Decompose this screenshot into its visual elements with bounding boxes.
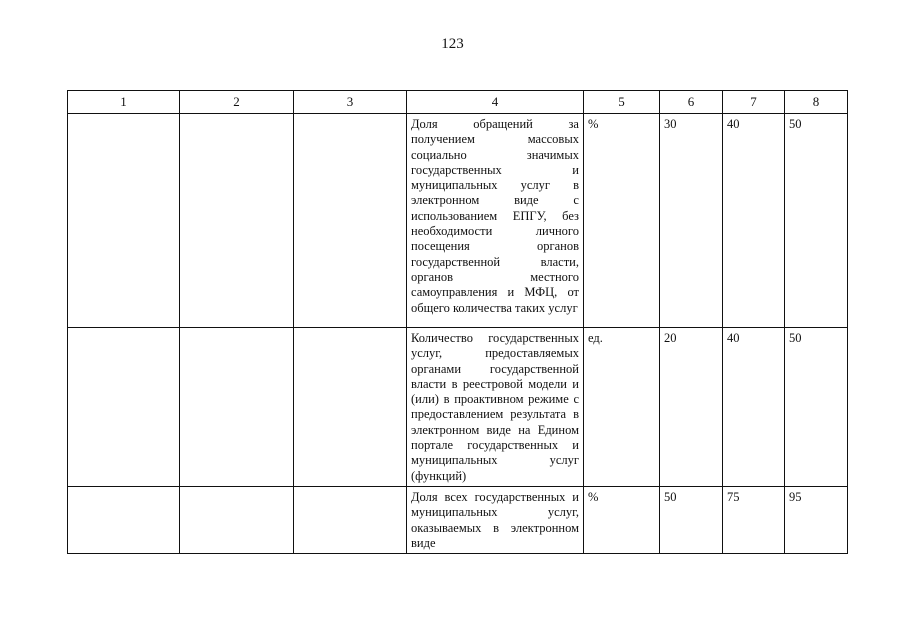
value-cell-7 xyxy=(723,487,785,554)
column-header-8: 8 xyxy=(785,91,848,114)
unit-cell xyxy=(584,328,660,487)
value-cell-6 xyxy=(660,487,723,554)
value-cell-8 xyxy=(785,328,848,487)
table-row xyxy=(68,487,848,554)
value-cell-7 xyxy=(723,114,785,328)
value-cell-8 xyxy=(785,487,848,554)
indicator-text: Количество государственных услуг, предоставляемых органами государственной власти в реестровой модели и (или) в проактивном режиме с предоставлением результата в электронном виде на Едином портале государственных и муниципальных услуг (функций) xyxy=(411,331,579,483)
value-text: 75 xyxy=(727,490,740,504)
value-text: 40 xyxy=(727,331,740,345)
cell-col-2 xyxy=(180,114,294,328)
value-text: 50 xyxy=(789,117,802,131)
cell-col-1 xyxy=(68,487,180,554)
value-text: 50 xyxy=(664,490,677,504)
cell-col-3 xyxy=(294,328,407,487)
column-header-2: 2 xyxy=(180,91,294,114)
column-header-7: 7 xyxy=(723,91,785,114)
column-header-6: 6 xyxy=(660,91,723,114)
indicator-text: Доля всех государственных и муниципальных услуг, оказываемых в электронном виде xyxy=(411,490,579,550)
cell-col-2 xyxy=(180,328,294,487)
value-cell-6 xyxy=(660,328,723,487)
cell-col-1 xyxy=(68,114,180,328)
cell-col-3 xyxy=(294,114,407,328)
indicator-cell xyxy=(407,487,584,554)
unit-cell xyxy=(584,114,660,328)
table-row xyxy=(68,114,848,328)
value-text: 40 xyxy=(727,117,740,131)
table-row xyxy=(68,328,848,487)
indicator-cell xyxy=(407,114,584,328)
value-text: 20 xyxy=(664,331,677,345)
indicator-cell xyxy=(407,328,584,487)
value-text: 30 xyxy=(664,117,677,131)
cell-col-2 xyxy=(180,487,294,554)
value-cell-6 xyxy=(660,114,723,328)
unit-text: % xyxy=(588,117,599,131)
unit-text: % xyxy=(588,490,599,504)
column-header-5: 5 xyxy=(584,91,660,114)
value-text: 95 xyxy=(789,490,802,504)
cell-col-1 xyxy=(68,328,180,487)
value-cell-7 xyxy=(723,328,785,487)
unit-cell xyxy=(584,487,660,554)
column-header-1: 1 xyxy=(68,91,180,114)
column-header-3: 3 xyxy=(294,91,407,114)
value-cell-8 xyxy=(785,114,848,328)
cell-col-3 xyxy=(294,487,407,554)
indicators-table xyxy=(67,90,848,554)
table-header-row xyxy=(68,91,848,114)
page-number: 123 xyxy=(441,36,464,52)
indicator-text: Доля обращений за получением массовых социально значимых государственных и муниципальных услуг в электронном виде с использованием ЕПГУ, без необходимости личного посещения органов государственной власти, органов местного самоуправления и МФЦ, от общего количества таких услуг xyxy=(411,117,579,315)
column-header-4: 4 xyxy=(407,91,584,114)
unit-text: ед. xyxy=(588,331,603,345)
value-text: 50 xyxy=(789,331,802,345)
